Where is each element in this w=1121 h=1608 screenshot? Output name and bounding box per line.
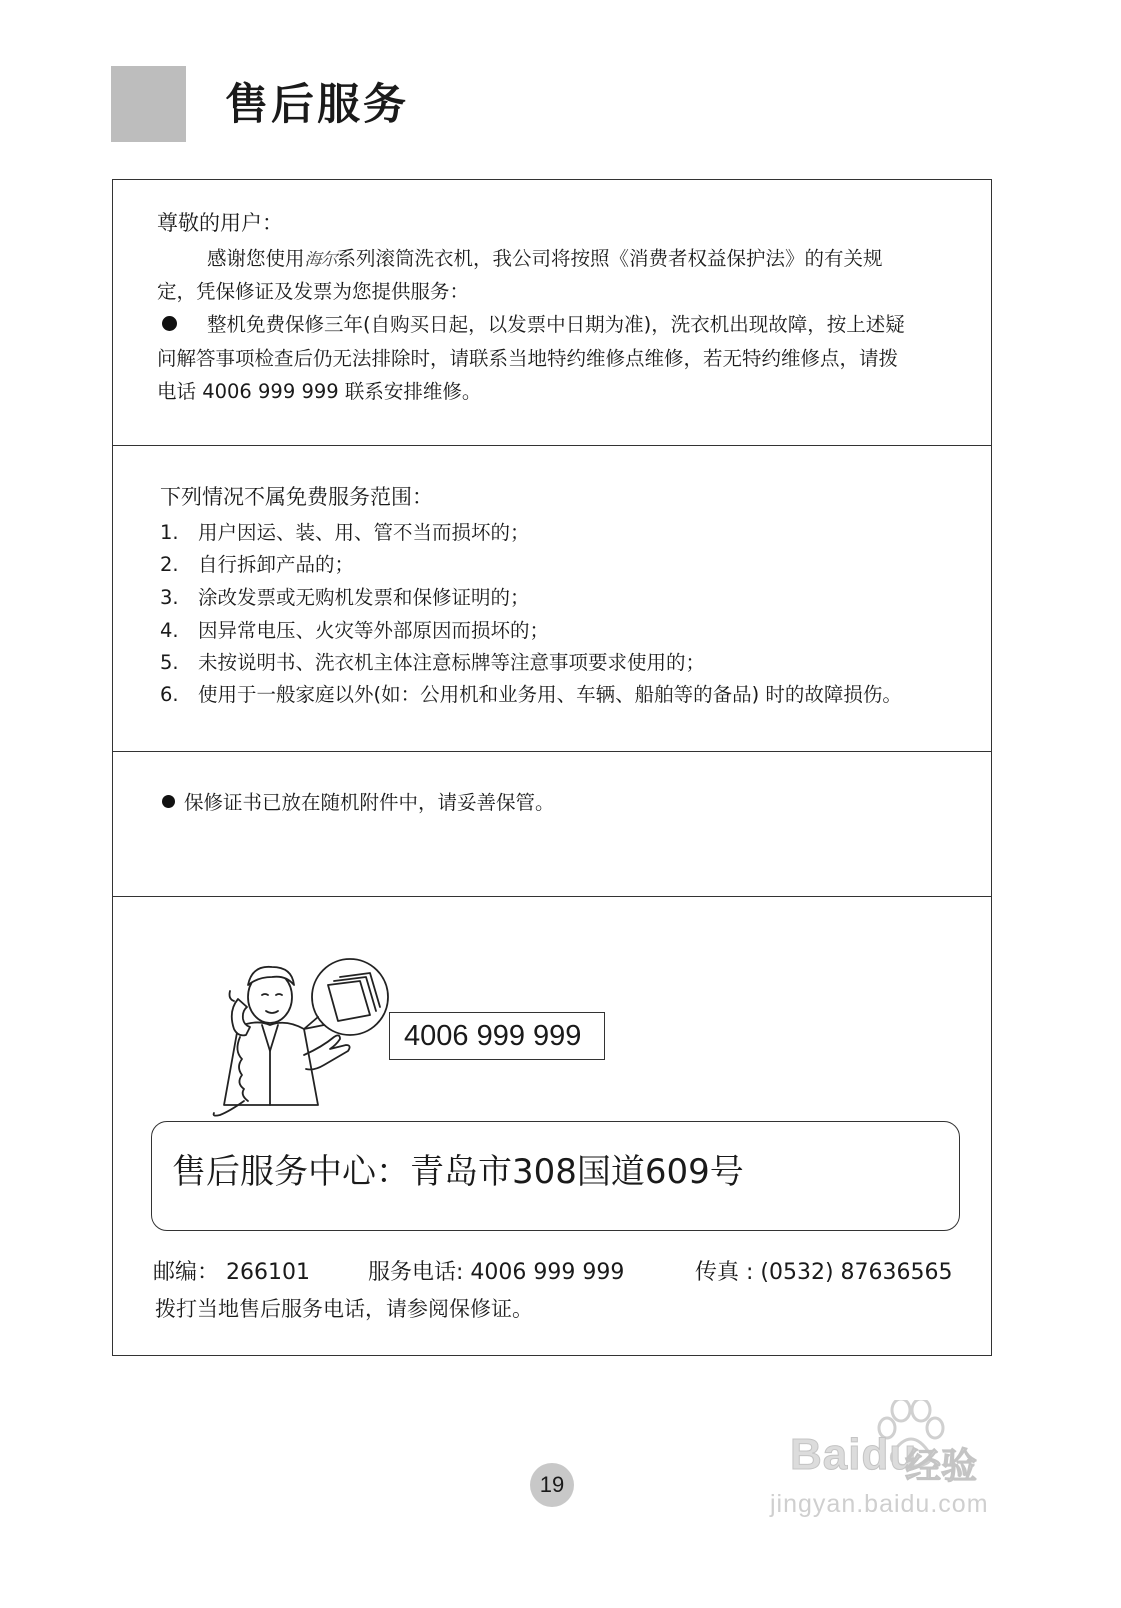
list-item: 2. 自行拆卸产品的；: [160, 553, 355, 576]
page-number: 19: [530, 1463, 574, 1507]
list-item: 5. 未按说明书、洗衣机主体注意标牌等注意事项要求使用的；: [160, 651, 706, 674]
fax-number: 传真 : (0532) 87636565: [695, 1260, 953, 1285]
list-item: 6. 使用于一般家庭以外(如：公用机和业务用、车辆、船舶等的备品) 时的故障损伤。: [160, 683, 902, 706]
bullet-icon: [162, 316, 177, 331]
local-service-note: 拨打当地售后服务电话，请参阅保修证。: [155, 1297, 533, 1321]
phone-number-box: 4006 999 999: [389, 1012, 605, 1060]
intro-text-after-logo: 系列滚筒洗衣机，我公司将按照《消费者权益保护法》的有关规: [336, 247, 883, 270]
haier-logo: 海尔: [304, 250, 337, 270]
intro-text-before-logo: 感谢您使用: [207, 247, 305, 270]
service-center-address: 售后服务中心：青岛市308国道609号: [172, 1152, 744, 1192]
bullet-icon: [162, 795, 175, 808]
list-item: 4. 因异常电压、火灾等外部原因而损坏的；: [160, 619, 550, 642]
warranty-card-note: 保修证书已放在随机附件中，请妥善保管。: [184, 791, 555, 814]
list-item: 1. 用户因运、装、用、管不当而损坏的；: [160, 521, 530, 544]
warranty-line-3: 电话 4006 999 999 联系安排维修。: [157, 380, 482, 403]
section-divider: [112, 445, 992, 446]
watermark-url: jingyan.baidu.com: [770, 1490, 989, 1518]
watermark-brand: Baidu: [790, 1430, 918, 1479]
warranty-line-2: 问解答事项检查后仍无法排除时，请联系当地特约维修点维修，若无特约维修点，请拨: [157, 347, 899, 370]
exclusions-heading: 下列情况不属免费服务范围：: [160, 485, 433, 509]
greeting: 尊敬的用户：: [157, 211, 283, 235]
postcode: 邮编： 266101: [153, 1260, 310, 1285]
warranty-line-1: 整机免费保修三年(自购买日起，以发票中日期为准)，洗衣机出现故障，按上述疑: [207, 313, 905, 336]
intro-line-2: 定，凭保修证及发票为您提供服务：: [157, 280, 470, 303]
service-agent-illustration: [200, 955, 400, 1120]
page-title: 售后服务: [225, 80, 409, 130]
intro-line-1: [207, 242, 883, 277]
title-decoration-block: [111, 66, 186, 142]
list-item: 3. 涂改发票或无购机发票和保修证明的；: [160, 586, 530, 609]
section-divider: [112, 896, 992, 897]
watermark-cn: 经验: [905, 1446, 978, 1487]
service-phone: 服务电话: 4006 999 999: [368, 1260, 625, 1285]
section-divider: [112, 751, 992, 752]
